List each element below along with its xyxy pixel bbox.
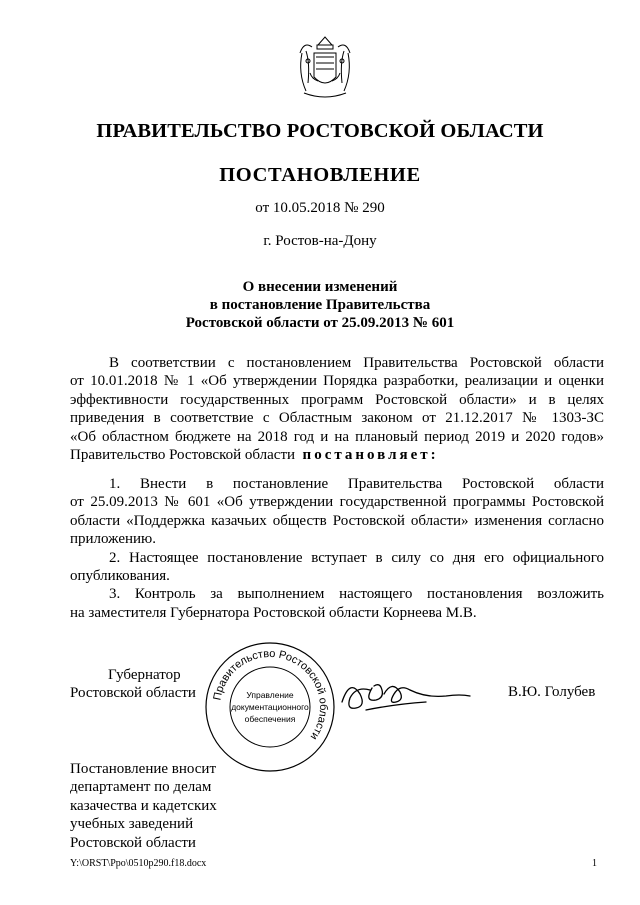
- footer-file-path: Y:\ORST\Ppo\0510p290.f18.docx: [70, 858, 207, 869]
- preamble-line: приведения в соответствие с Областным законом от 21.12.2017 № 1303-ЗС: [70, 410, 604, 427]
- stamp-text: обеспечения: [244, 714, 296, 724]
- submitter-line: Постановление вносит: [70, 761, 217, 777]
- document-type: ПОСТАНОВЛЕНИЕ: [219, 164, 421, 186]
- stamp-text: документационного: [231, 702, 309, 712]
- document-city: г. Ростов-на-Дону: [263, 233, 377, 249]
- item-2-line: опубликования.: [70, 568, 170, 585]
- item-1-line: 1. Внести в постановление Правительства Ростовской области: [109, 476, 604, 492]
- signatory-title-line: Губернатор: [108, 667, 181, 683]
- stamp-ring-text: Правительство Ростовской области: [211, 647, 330, 743]
- item-1-line: области «Поддержка казачьих обществ Ростовской области» изменения согласно: [70, 512, 604, 529]
- org-title: ПРАВИТЕЛЬСТВО РОСТОВСКОЙ ОБЛАСТИ: [96, 120, 544, 142]
- preamble: [70, 354, 604, 464]
- official-stamp: [204, 641, 336, 773]
- preamble-line: от 10.01.2018 № 1 «Об утверждении Порядка разработки, реализации и оценки: [70, 373, 604, 390]
- item-2-line: 2. Настоящее постановление вступает в силу со дня его официального: [109, 549, 604, 566]
- subject-line: О внесении изменений: [242, 279, 398, 295]
- preamble-line: «Об областном бюджете на 2018 год и на плановый период 2019 и 2020 годов»: [70, 428, 604, 445]
- document-date-number: от 10.05.2018 № 290: [255, 200, 385, 216]
- document-subject: [0, 278, 640, 332]
- subject-line: в постановление Правительства: [209, 297, 431, 313]
- item-1-line: приложению.: [70, 531, 157, 548]
- submitter-line: учебных заведений: [70, 816, 194, 833]
- handwritten-signature: [336, 672, 476, 716]
- signatory-title: [70, 666, 220, 703]
- preamble-resolves: постановляет:: [302, 447, 439, 464]
- item-3-line: 3. Контроль за выполнением настоящего постановления возложить: [109, 586, 604, 603]
- preamble-line: [70, 446, 604, 464]
- submitter-line: Ростовской области: [70, 834, 196, 851]
- preamble-line: эффективности государственных программ Ростовской области» и в целях: [70, 391, 604, 408]
- submitting-department: [70, 760, 230, 852]
- item-3-line: на заместителя Губернатора Ростовской области Корнеева М.В.: [70, 604, 477, 621]
- submitter-line: департамент по делам: [70, 779, 212, 796]
- preamble-line: В соответствии с постановлением Правительства Ростовской области: [109, 355, 604, 371]
- item-1-line: от 25.09.2013 № 601 «Об утверждении государственной программы Ростовской: [70, 494, 604, 511]
- page-number: 1: [592, 858, 597, 869]
- submitter-line: казачества и кадетских: [70, 797, 217, 814]
- stamp-text: Управление: [246, 690, 294, 700]
- coat-of-arms-icon: [296, 33, 354, 101]
- subject-line: Ростовской области от 25.09.2013 № 601: [185, 315, 455, 331]
- resolution-items: [70, 475, 604, 622]
- signatory-name: В.Ю. Голубев: [508, 684, 596, 700]
- signatory-title-line: Ростовской области: [70, 685, 196, 702]
- preamble-government: Правительство Ростовской области: [70, 447, 296, 464]
